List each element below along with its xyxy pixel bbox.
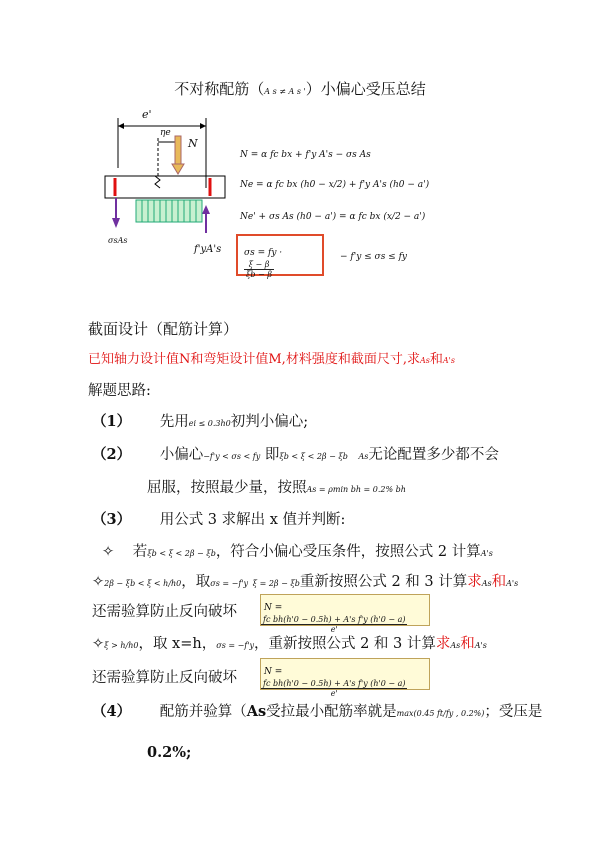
step-1: （1） 先用ei ≤ 0.3h0初判小偏心; xyxy=(92,413,309,430)
check-note-2: 还需验算防止反向破坏 xyxy=(92,670,237,686)
step-3: （3） 用公式 3 求解出 x 值并判断: xyxy=(92,511,346,528)
label-e: e' xyxy=(142,108,152,121)
equation-1: N = α fc bx + f'y A's − σs As xyxy=(240,150,371,160)
page-title: 不对称配筋（A s ≠ A s '）小偏心受压总结 xyxy=(174,80,426,98)
step-2: （2） 小偏心−f'y < σs < fy 即ξb < ξ < 2β − ξb As无论配置多少都不会 xyxy=(92,446,499,463)
check-formula-2: N = $\frac{\text{fc bh(h'0 − 0.5h) + A's f'y (h'0 − a)}}{e'}$ xyxy=(260,658,430,690)
step-4: （4） 配筋并验算（As受拉最小配筋率就是max(0.45 ft/fy , 0.2%)；受压是 xyxy=(92,703,543,720)
label-N: N xyxy=(188,137,198,150)
sigma-range: − f'y ≤ σs ≤ fy xyxy=(340,252,407,262)
approach-heading: 解题思路: xyxy=(88,383,151,399)
diamond-icon: ✧ xyxy=(102,544,115,560)
known-conditions: 已知轴力设计值N和弯矩设计值M,材料强度和截面尺寸,求As和A's xyxy=(88,352,455,367)
bullet-3: ✧ξ > h/h0，取 x=h，σs = −f'y，重新按照公式 2 和 3 计算求As和A's xyxy=(92,636,487,652)
bullet-1: ✧ 若ξb < ξ < 2β − ξb，符合小偏心受压条件，按照公式 2 计算A's xyxy=(102,544,493,560)
equation-3: Ne' + σs As (h0 − a') = α fc bx (x/2 − a') xyxy=(240,212,426,222)
label-fy-As: f'yA's xyxy=(194,244,222,255)
section-heading: 截面设计（配筋计算） xyxy=(88,320,239,338)
label-sigma-As: σsAs xyxy=(108,236,128,245)
step-4-line-2: 0.2%; xyxy=(147,744,192,761)
step-2-line-2: 屈服，按照最少量，按照As = ρmin bh = 0.2% bh xyxy=(147,480,406,496)
equation-2: Ne = α fc bx (h0 − x/2) + f'y A's (h0 − a') xyxy=(240,180,430,190)
diamond-icon: ✧ xyxy=(92,636,105,652)
diamond-icon: ✧ xyxy=(92,574,105,590)
check-note-1: 还需验算防止反向破坏 xyxy=(92,604,237,620)
label-eta-e: ηe xyxy=(160,128,171,138)
check-formula-1: N = $\frac{\text{fc bh(h'0 − 0.5h) + A's f'y (h'0 − a)}}{e'}$ xyxy=(260,594,430,626)
boxed-equation: σs = fy · $\frac{\xi - \beta}{\xi b - \beta}$ xyxy=(236,234,324,276)
bullet-2: ✧2β − ξb < ξ < h/h0，取σs = −f'y ξ = 2β − ξb重新按照公式 2 和 3 计算求As和A's xyxy=(92,574,519,590)
